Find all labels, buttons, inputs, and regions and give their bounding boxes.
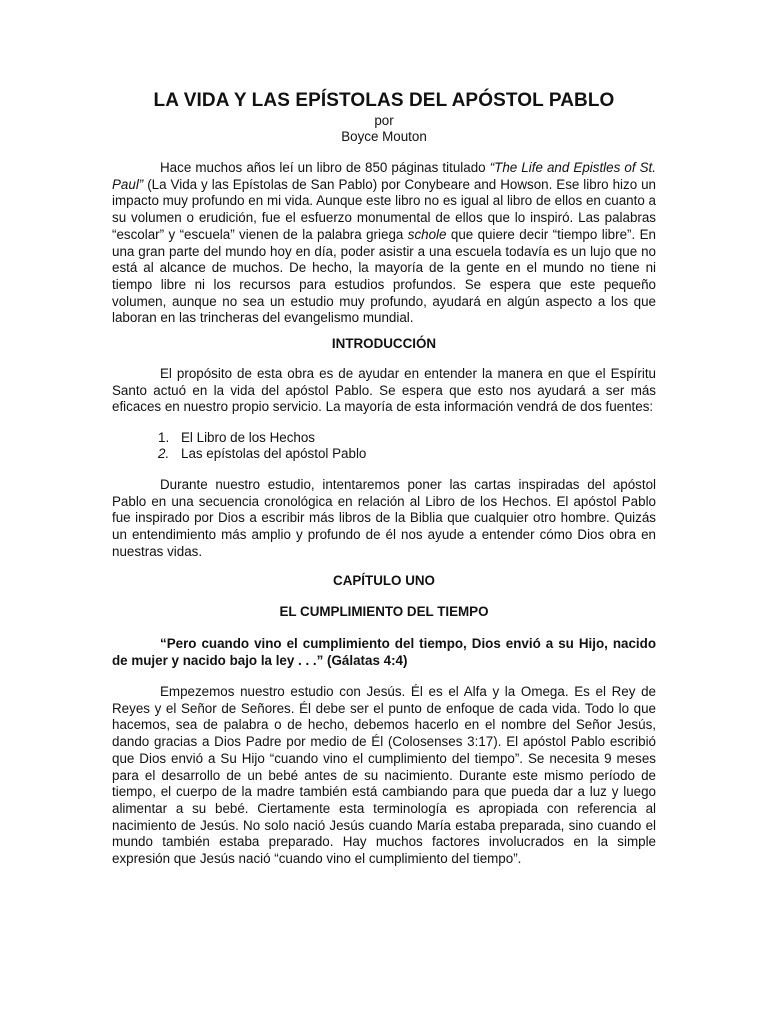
chapter-title: EL CUMPLIMIENTO DEL TIEMPO — [279, 604, 489, 619]
intro-text-1: Hace muchos años leí un libro de 850 páginas titulado — [160, 160, 490, 175]
byline-por: por — [374, 113, 394, 128]
intro-paragraph — [112, 160, 656, 327]
chapter-heading: CAPÍTULO UNO — [333, 573, 435, 588]
list-item — [112, 430, 656, 446]
sources-list — [112, 430, 656, 462]
intro-text-2: (La Vida y las Epístolas de San Pablo) por Conybeare and Howson. Ese libro hizo un impacto muy profundo en mi vida. Aunque este libro no es igual al libro de ellos en cuanto a su volumen o erudición, fue el esfuerzo monumental de ellos que lo inspiró. Las palabras “escolar” y “escuela” vienen de la palabra griega — [112, 176, 656, 242]
list-item — [112, 446, 656, 462]
schole-word: schole — [407, 226, 447, 242]
chapter-text: Empezemos nuestro estudio con Jesús. Él es el Alfa y la Omega. Es el Rey de Reyes y el Señor de Señores. Él debe ser el punto de enfoque de cada vida. Todo lo que hacemos, sea de palabra o de hecho, debemos hacerlo en el nombre del Señor Jesús, dando gracias a Dios Padre por medio de Él (Colosenses 3:17). El apóstol Pablo escribió que Dios envió a Su Hijo “cuando vino el cumplimiento del tiempo”. Se necesita 9 meses para el desarrollo de un bebé antes de su nacimiento. Durante este mismo período de tiempo, el cuerpo de la madre también está cambiando para que pueda dar a luz y luego alimentar a su bebé. Ciertamente esta terminología es apropiada con referencia al nacimiento de Jesús. No solo nació Jesús cuando María estaba preparada, sino cuando el mundo también estaba preparado. Hay muchos factores involucrados en la simple expresión que Jesús nació “cuando vino el cumplimiento del tiempo”. — [112, 684, 656, 867]
list-number: 2. — [158, 446, 170, 461]
quote-text: “Pero cuando vino el cumplimiento del tiempo, Dios envió a su Hijo, nacido de mujer y nacido bajo la ley . . .” (Gálatas 4:4) — [112, 636, 656, 668]
author-name: Boyce Mouton — [341, 129, 427, 144]
introduccion-text: El propósito de esta obra es de ayudar en entender la manera en que el Espíritu Santo actuó en la vida del apóstol Pablo. Se espera que esto nos ayudará a ser más eficaces en nuestro propio servicio. La mayoría de esta información vendrá de dos fuentes: — [112, 366, 656, 415]
estudio-paragraph — [112, 477, 656, 561]
introduccion-heading: INTRODUCCIÓN — [331, 336, 437, 351]
scripture-quote — [112, 636, 656, 669]
list-text: El Libro de los Hechos — [181, 430, 315, 445]
list-number: 1. — [158, 430, 170, 445]
book-title: “The Life and Epistles of St. Paul” — [112, 160, 656, 192]
intro-text-3: que quiere decir “tiempo libre”. En una gran parte del mundo hoy en día, poder asistir a una escuela todavía es un lujo que no está al alcance de muchos. De hecho, la mayoría de la gente en el mundo no tiene ni tiempo libre ni los recursos para estudios profundos. Se espera que este pequeño volumen, aunque no sea un estudio muy profundo, ayudará en algún aspecto a los que laboran en las trincheras del evangelismo mundial. — [112, 226, 656, 326]
estudio-text: Durante nuestro estudio, intentaremos poner las cartas inspiradas del apóstol Pablo en una secuencia cronológica en relación al Libro de los Hechos. El apóstol Pablo fue inspirado por Dios a escribir más libros de la Biblia que cualquier otro hombre. Quizás un entendimiento más amplio y profundo de él nos ayude a entender cómo Dios obra en nuestras vidas. — [112, 477, 656, 559]
chapter-paragraph — [112, 684, 656, 868]
document-title: LA VIDA Y LAS EPÍSTOLAS DEL APÓSTOL PABLO — [153, 90, 615, 111]
list-text: Las epístolas del apóstol Pablo — [181, 446, 367, 461]
introduccion-paragraph — [112, 366, 656, 416]
